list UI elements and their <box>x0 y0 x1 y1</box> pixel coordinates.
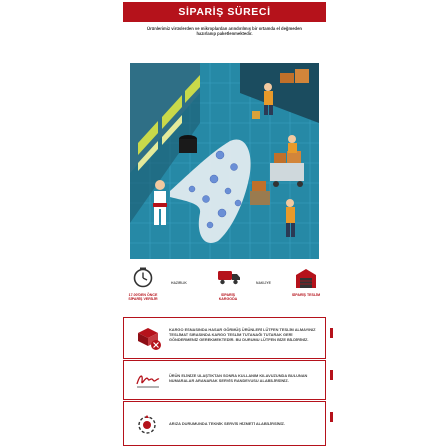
step-3-label: SİPARİŞ TESLİM <box>291 293 321 297</box>
damaged-package-icon <box>134 324 162 352</box>
clock-icon <box>132 267 154 289</box>
intro-text: Ürünlerimiz virüslerden ve mikroplardan arındırılmış bir ortamda el değmeden hazırlanıp paketlenmektedir. <box>147 26 302 37</box>
step-1-label: 17.00'DEN ÖNCE SİPARİŞ VERİLİR <box>128 293 158 302</box>
notice-damaged-package <box>123 317 326 359</box>
service-support-icon <box>135 413 159 437</box>
warehouse-illustration <box>130 63 319 259</box>
delivery-truck-icon <box>217 268 241 286</box>
connector-nakliye: NAKLİYE <box>256 281 271 285</box>
notice-1-text: KARGO ESNASINDA HASAR GÖRMÜŞ ÜRÜNLERİ LÜTFEN TESLİM ALMAYINIZ TESLİMAT SIRASINDA KARGO TESLİM TUTANAĞI TUTARAK GERİ GÖNDERMENİZ GEREKMEKTEDİR. BU DURUMU LÜTFEN BİZE BİLDİRİNİZ. <box>169 327 316 342</box>
side-dashes <box>327 318 337 446</box>
warehouse-scene-graphic <box>130 63 319 259</box>
notice-service-appointment <box>123 360 326 400</box>
warehouse-icon <box>295 267 317 289</box>
process-steps <box>123 259 326 315</box>
notice-technical-service <box>123 401 326 446</box>
notice-3-text: ARIZA DURUMUNDA TEKNİK SERVİS HİZMETİ ALABİLİRSİNİZ. <box>169 421 285 426</box>
signature-icon <box>135 371 161 389</box>
connector-hazirlik: HAZIRLIK <box>171 281 187 285</box>
step-2-label: SİPARİŞ KARGODA <box>218 293 238 302</box>
notice-2-text: ÜRÜN ELİNİZE ULAŞTIKTAN SONRA KULLANIM KILAVUZUNDA BULUNAN NUMARALAR ARANARAK SERVİS RANDEVUSU ALABİLİRSİNİZ. <box>169 373 308 383</box>
side-markers <box>327 318 337 446</box>
order-process-panel <box>123 2 326 446</box>
page-title: SİPARİŞ SÜRECİ <box>123 2 326 22</box>
